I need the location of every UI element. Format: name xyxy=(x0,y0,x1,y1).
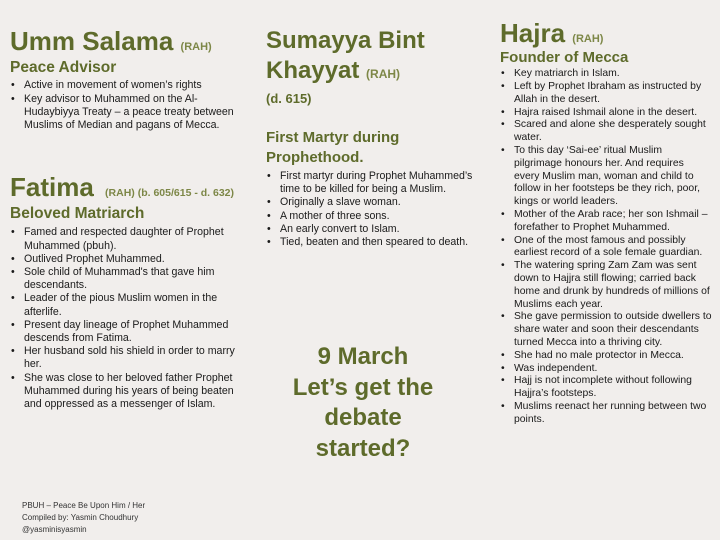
list-item: • She had no male protector in Mecca. xyxy=(500,350,712,363)
sumayya-name-line1: Sumayya Bint xyxy=(266,27,425,54)
umm-salama-heading xyxy=(10,28,245,55)
list-item: • Active in movement of women’s rights xyxy=(10,79,245,92)
list-item: • She gave permission to outside dwellers to share water and soon their descendants turned Mecca into a thriving city. xyxy=(500,311,712,349)
sumayya-dates: (d. 615) xyxy=(266,91,312,106)
fatima-name: Fatima xyxy=(10,172,94,202)
list-item: • One of the most famous and possibly earliest record of a sole female guardian. xyxy=(500,235,712,261)
list-item: • Mother of the Arab race; her son Ishmail – forefather to Prophet Muhammed. xyxy=(500,209,712,235)
list-item: • Scared and alone she desperately sought water. xyxy=(500,119,712,145)
list-item: • An early convert to Islam. xyxy=(266,223,488,236)
list-item: • Sole child of Muhammad's that gave him descendants. xyxy=(10,266,242,292)
list-item: • Present day lineage of Prophet Muhammed descends from Fatima. xyxy=(10,319,242,345)
debate-message-line1: 9 March xyxy=(317,343,409,370)
list-item: • Muslims reenact her running between two points. xyxy=(500,401,712,427)
list-item: • A mother of three sons. xyxy=(266,210,488,223)
list-item: • Key matriarch in Islam. xyxy=(500,68,712,81)
sumayya-heading xyxy=(266,26,488,89)
umm-salama-name: Umm Salama xyxy=(10,26,174,56)
list-item: • Originally a slave woman. xyxy=(266,196,488,209)
hajra-section xyxy=(500,20,712,427)
hajra-subtitle: Founder of Mecca xyxy=(500,49,629,67)
sumayya-section xyxy=(266,26,488,249)
list-item: • Her husband sold his shield in order to marry her. xyxy=(10,345,242,371)
list-item: • Was independent. xyxy=(500,363,712,376)
list-item: • She was close to her beloved father Prophet Muhammed during his years of being beaten and oppressed as a messenger of Islam. xyxy=(10,372,242,412)
umm-salama-list xyxy=(10,79,245,132)
debate-message-line2: Let’s get the xyxy=(292,373,434,401)
fatima-heading xyxy=(10,174,242,201)
list-item: • Hajra raised Ishmail alone in the desert. xyxy=(500,107,712,120)
list-item: • To this day ‘Sai-ee’ ritual Muslim pilgrimage honours her. And requires every Muslim man, woman and child to follow in her footsteps be they rich, poor, kings or world leaders. xyxy=(500,145,712,209)
list-item: • Key advisor to Muhammed on the Al-Hudaybiyya Treaty – a peace treaty between Muslims of Median and pagans of Mecca. xyxy=(10,93,245,133)
sumayya-list xyxy=(266,170,488,249)
umm-salama-tag: (RAH) xyxy=(180,41,212,53)
fatima-tag: (RAH) (b. 605/615 - d. 632) xyxy=(105,187,234,199)
fatima-list xyxy=(10,226,242,411)
hajra-name: Hajra xyxy=(500,18,566,48)
hajra-tag: (RAH) xyxy=(572,33,604,45)
footer-credits xyxy=(22,500,145,536)
sumayya-subtitle-line1: First Martyr during xyxy=(266,129,400,146)
sumayya-name-line2 xyxy=(266,56,488,89)
list-item: • First martyr during Prophet Muhammed’s time to be killed for being a Muslim. xyxy=(266,170,488,196)
list-item: • Outlived Prophet Muhammed. xyxy=(10,253,242,266)
sumayya-tag: (RAH) xyxy=(366,67,401,81)
footer-pbuh: PBUH – Peace Be Upon Him / Her xyxy=(22,501,146,510)
list-item: • Famed and respected daughter of Prophet Muhammed (pbuh). xyxy=(10,226,242,252)
debate-message xyxy=(258,342,468,464)
hajra-heading xyxy=(500,20,712,47)
sumayya-subtitle xyxy=(266,128,488,168)
fatima-subtitle: Beloved Matriarch xyxy=(10,205,145,223)
list-item: • Tied, beaten and then speared to death. xyxy=(266,236,488,249)
sumayya-subtitle-line2: Prophethood. xyxy=(266,149,364,166)
debate-message-line4: started? xyxy=(315,434,411,462)
umm-salama-subtitle: Peace Advisor xyxy=(10,59,117,77)
fatima-section xyxy=(10,174,242,411)
umm-salama-section xyxy=(10,28,245,132)
list-item: • Left by Prophet Ibraham as instructed by Allah in the desert. xyxy=(500,81,712,107)
list-item: • Leader of the pious Muslim women in the afterlife. xyxy=(10,292,242,318)
hajra-list xyxy=(500,68,712,426)
debate-message-line3: debate xyxy=(324,404,402,431)
sumayya-name-line2-text: Khayyat xyxy=(266,57,360,84)
footer-compiled-by: Compiled by: Yasmin Choudhury xyxy=(22,513,139,522)
list-item: • Hajj is not incomplete without following Hajjra’s footsteps. xyxy=(500,375,712,401)
footer-handle: @yasminisyasmin xyxy=(22,525,87,534)
list-item: • The watering spring Zam Zam was sent down to Hajjra still flowing; carried back home and drunk by hundreds of millions of Muslims each year. xyxy=(500,260,712,311)
